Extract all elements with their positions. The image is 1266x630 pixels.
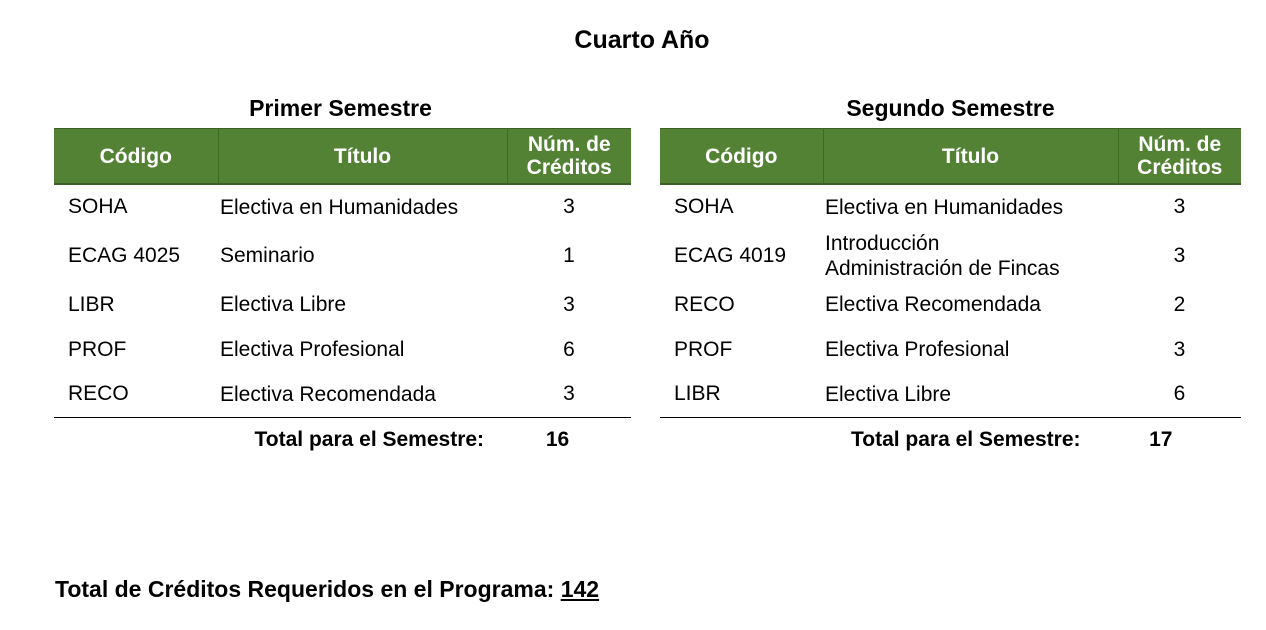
semester-total-value: 17 xyxy=(1149,427,1173,451)
course-title: Introducción Administración de Fincas xyxy=(825,231,1060,280)
course-code: SOHA xyxy=(68,195,128,218)
course-code: LIBR xyxy=(660,372,823,417)
courses-table xyxy=(660,128,1241,418)
semester-first xyxy=(54,92,631,462)
table-row xyxy=(660,327,1241,372)
table-header-row xyxy=(660,129,1241,185)
course-code: LIBR xyxy=(68,292,115,316)
semester-total-label: Total para el Semestre: xyxy=(850,427,1081,451)
table-row xyxy=(54,327,631,372)
semester-second xyxy=(660,92,1241,462)
course-title: Electiva Libre xyxy=(823,372,1118,417)
course-code: ECAG 4025 xyxy=(68,243,181,267)
course-credits: 6 xyxy=(1118,372,1241,417)
semester-total xyxy=(54,418,631,462)
course-title: Electiva en Humanidades xyxy=(220,195,459,219)
course-title: Electiva Recomendada xyxy=(218,372,507,417)
table-row xyxy=(660,372,1241,417)
course-title: Electiva Profesional xyxy=(220,338,405,361)
course-credits: 3 xyxy=(563,195,575,218)
course-title: Electiva Recomendada xyxy=(825,293,1041,316)
table-row xyxy=(54,372,631,417)
course-code: RECO xyxy=(674,292,735,316)
course-credits: 6 xyxy=(563,337,575,361)
course-code: PROF xyxy=(674,337,733,361)
header-code: Código xyxy=(660,129,823,185)
course-credits: 3 xyxy=(1173,243,1186,267)
program-total-label: Total de Créditos Requeridos en el Programa: xyxy=(55,576,555,602)
semester-total-label: Total para el Semestre: xyxy=(254,427,485,451)
table-row xyxy=(54,229,631,282)
table-header-row xyxy=(54,129,631,185)
header-credits: Núm. de Créditos xyxy=(507,129,631,185)
course-credits: 3 xyxy=(1173,195,1186,218)
table-row xyxy=(660,229,1241,282)
header-title: Título xyxy=(823,129,1118,185)
program-total xyxy=(55,576,599,603)
course-title: Seminario xyxy=(220,244,315,267)
table-row xyxy=(54,282,631,327)
table-row xyxy=(660,184,1241,229)
course-credits: 2 xyxy=(1173,292,1186,316)
course-code: RECO xyxy=(54,372,218,417)
semester-title: Segundo Semestre xyxy=(846,95,1055,121)
header-code: Código xyxy=(54,129,218,185)
course-credits: 1 xyxy=(563,243,575,267)
table-row xyxy=(660,282,1241,327)
course-credits: 3 xyxy=(1173,337,1186,361)
header-credits: Núm. de Créditos xyxy=(1118,129,1241,185)
semester-total-value: 16 xyxy=(545,427,570,451)
course-code: ECAG 4019 xyxy=(674,243,787,267)
courses-table xyxy=(54,128,631,418)
header-title: Título xyxy=(218,129,507,185)
course-code: PROF xyxy=(68,337,127,361)
course-title: Electiva Libre xyxy=(220,293,347,316)
course-credits: 3 xyxy=(507,372,631,417)
page-title: Cuarto Año xyxy=(574,26,710,54)
course-code: SOHA xyxy=(674,195,734,218)
program-total-value: 142 xyxy=(560,576,600,602)
semester-total xyxy=(660,418,1241,462)
course-title: Electiva Profesional xyxy=(825,338,1010,361)
course-title: Electiva en Humanidades xyxy=(825,195,1064,219)
course-credits: 3 xyxy=(563,292,575,316)
table-row xyxy=(54,184,631,229)
semester-title: Primer Semestre xyxy=(249,95,432,121)
